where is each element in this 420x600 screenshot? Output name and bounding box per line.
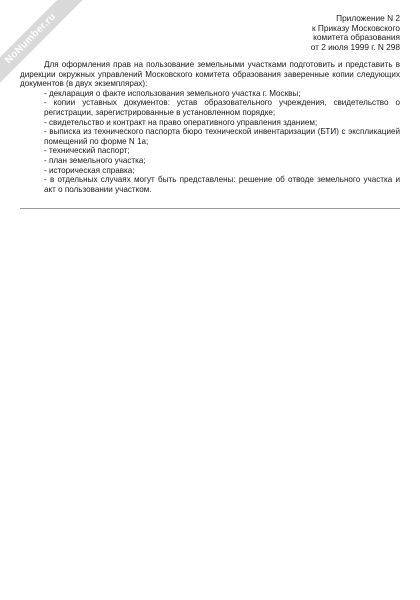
appendix-line-committee: комитета образования: [313, 32, 400, 43]
appendix-line-order: к Приказу Московского: [311, 22, 400, 33]
list-item-land-plan: - план земельного участка;: [44, 155, 146, 165]
intro-paragraph: Для оформления прав на пользование земельными участками подготовить и представить в дирекции окружных управлений Московского комитета образования заверенные копии следующих документов (в двух экземплярах):: [20, 60, 400, 89]
appendix-header: [200, 14, 400, 52]
list-item-certificate-contract: - свидетельство и контракт на право оперативного управления зданием;: [44, 117, 318, 127]
list-item-technical-passport: - технический паспорт;: [44, 146, 130, 156]
divider: [20, 208, 400, 209]
list-item-bti-extract: - выписка из технического паспорта бюро технической инвентаризации (БТИ) с экспликацией помещений по форме N 1а;: [44, 127, 400, 146]
list-item-historical-note: - историческая справка;: [44, 165, 135, 175]
document-body: [20, 60, 400, 194]
list-item-charter-documents: - копии уставных документов: устав образовательного учреждения, свидетельство о регистрации, зарегистрированные в установленном порядке;: [44, 98, 400, 117]
watermark-text: NoNumber.ru: [0, 0, 90, 98]
list-item-special-cases: - в отдельных случаях могут быть представлены: решение об отводе земельного участка и акт о пользовании участком.: [44, 175, 400, 194]
appendix-line-date: от 2 июля 1999 г. N 298: [310, 41, 400, 52]
appendix-line-number: Приложение N 2: [336, 13, 400, 23]
list-item-declaration: - декларация о факте использования земельного участка г. Москвы;: [44, 88, 301, 98]
